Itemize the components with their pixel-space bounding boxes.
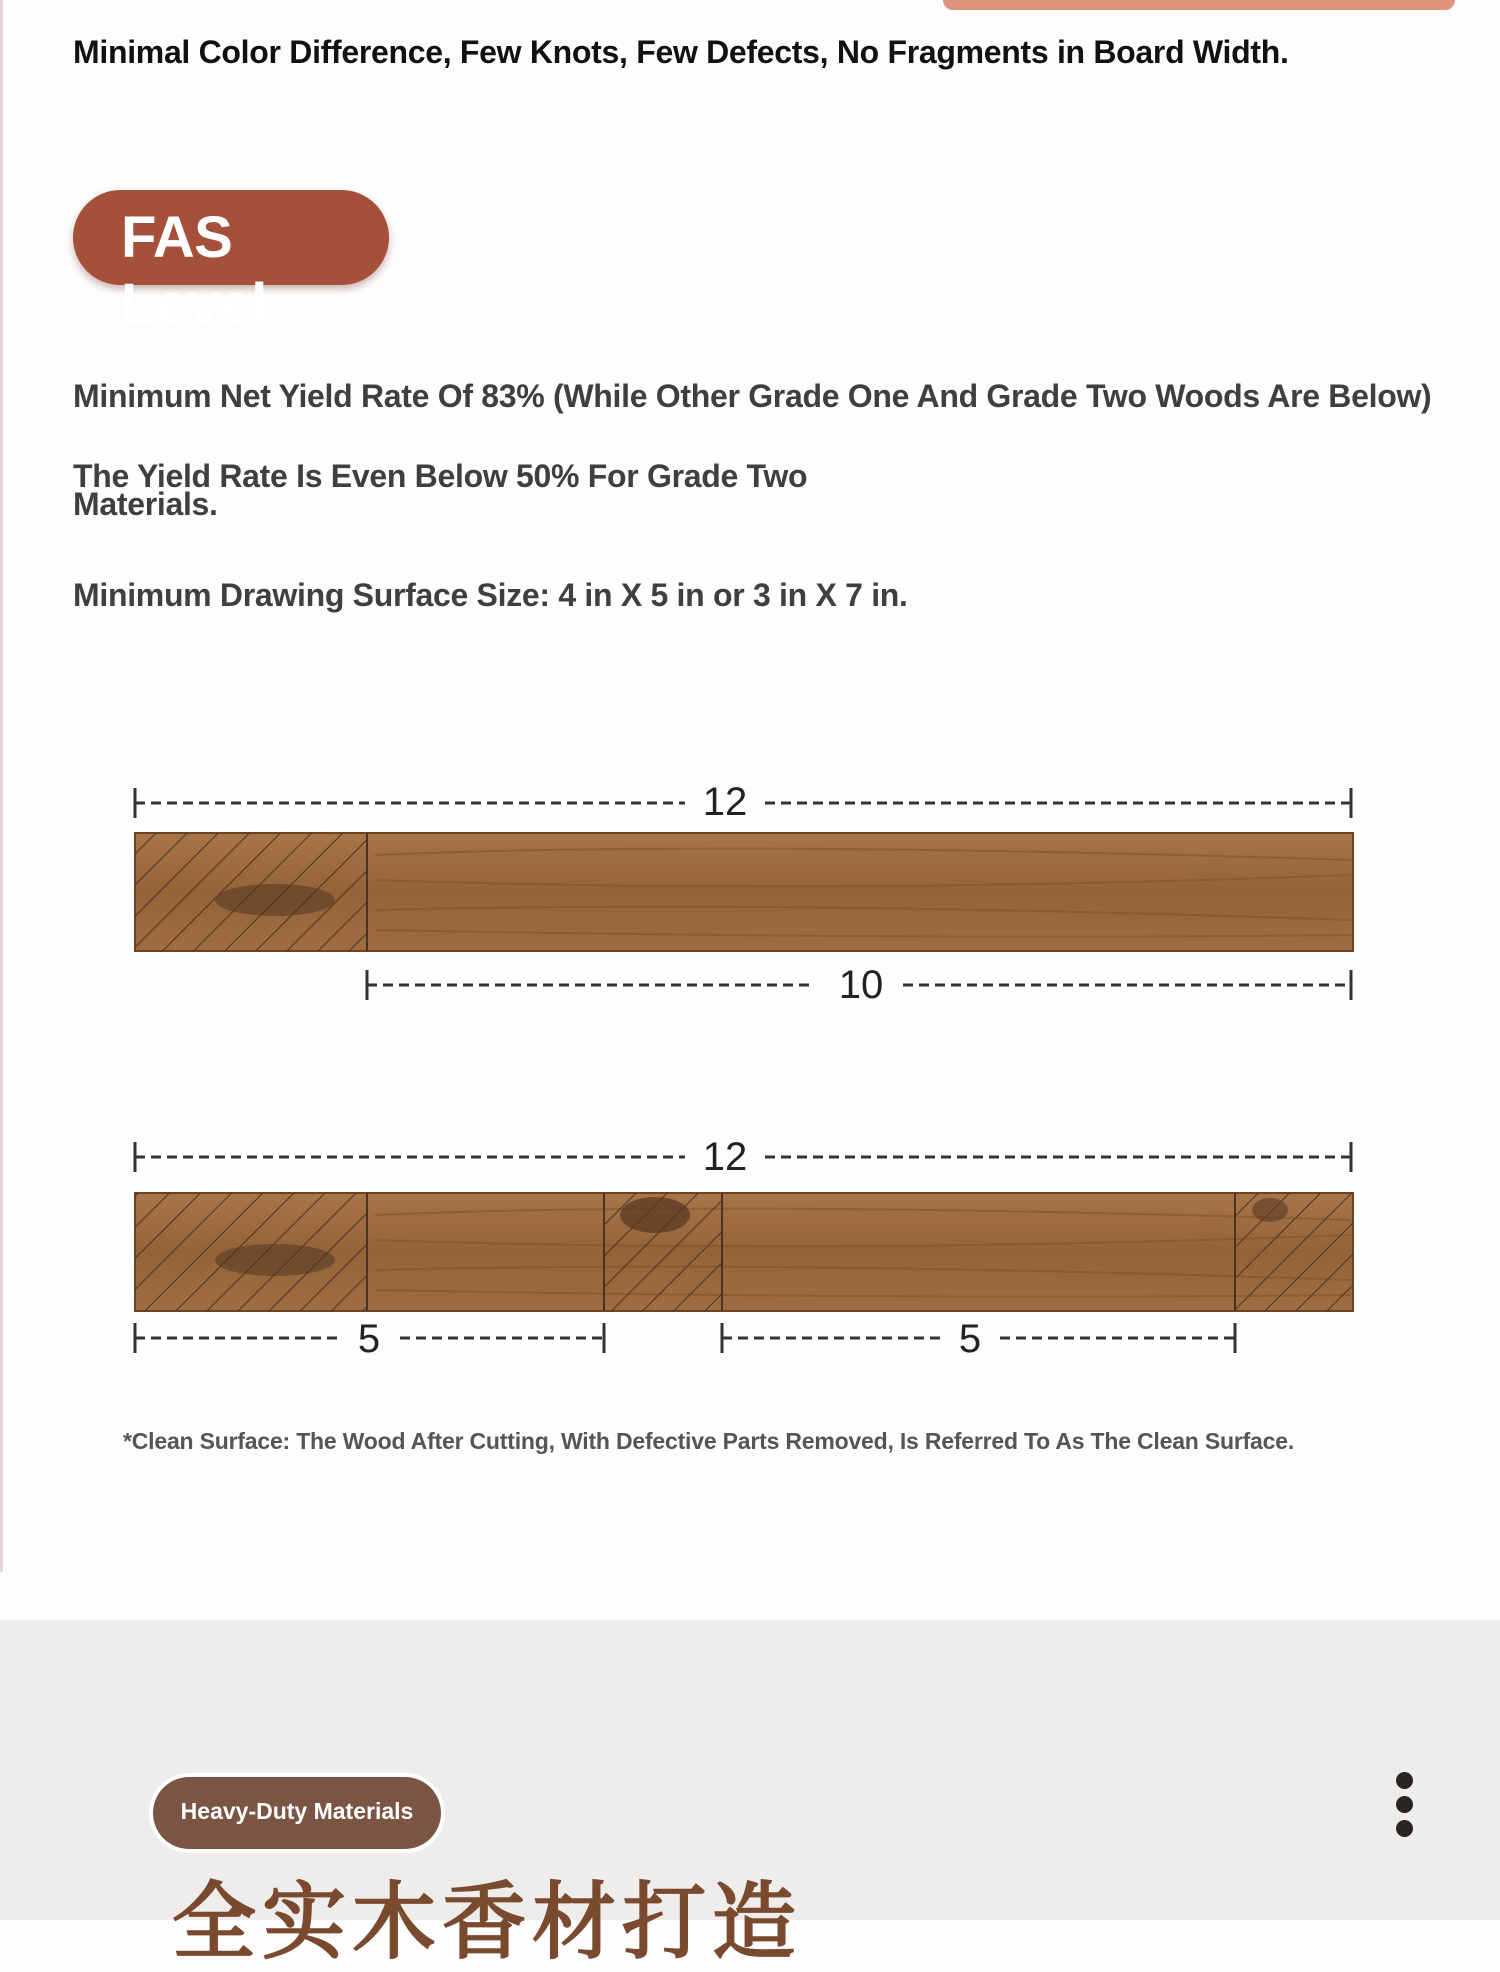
heavy-duty-materials-label: Heavy-Duty Materials <box>180 1798 414 1824</box>
page-headline: Minimal Color Difference, Few Knots, Few Defects, No Fragments in Board Width. <box>73 34 1289 70</box>
more-dots-icon[interactable] <box>1396 1772 1416 1844</box>
fas-level-badge <box>73 190 389 337</box>
clean-surface-caption: *Clean Surface: The Wood After Cutting, With Defective Parts Removed, Is Referred To As The Clean Surface. <box>123 1428 1295 1454</box>
heavy-duty-materials-pill[interactable] <box>153 1777 441 1849</box>
left-divider <box>0 0 3 1572</box>
board-two-clean-left: 5 <box>357 1317 381 1361</box>
materials-title: 全实木香材打造 <box>172 1875 803 1969</box>
board-two-total-length: 12 <box>702 1135 748 1179</box>
board-one-total-length: 12 <box>702 780 748 824</box>
board-two <box>135 1135 1353 1361</box>
board-one <box>135 780 1353 1007</box>
fas-level-label: FAS Level <box>121 205 267 337</box>
board-diagram <box>125 770 1375 1370</box>
grade-two-text: The Yield Rate Is Even Below 50% For Grade Two Materials. <box>73 458 808 522</box>
yield-rate-text: Minimum Net Yield Rate Of 83% (While Other Grade One And Grade Two Woods Are Below) <box>73 378 1432 414</box>
surface-size-text: Minimum Drawing Surface Size: 4 in X 5 in or 3 in X 7 in. <box>73 577 908 613</box>
board-one-clean-length: 10 <box>838 963 884 1007</box>
top-accent-bar <box>943 0 1455 10</box>
board-two-clean-right: 5 <box>958 1317 982 1361</box>
